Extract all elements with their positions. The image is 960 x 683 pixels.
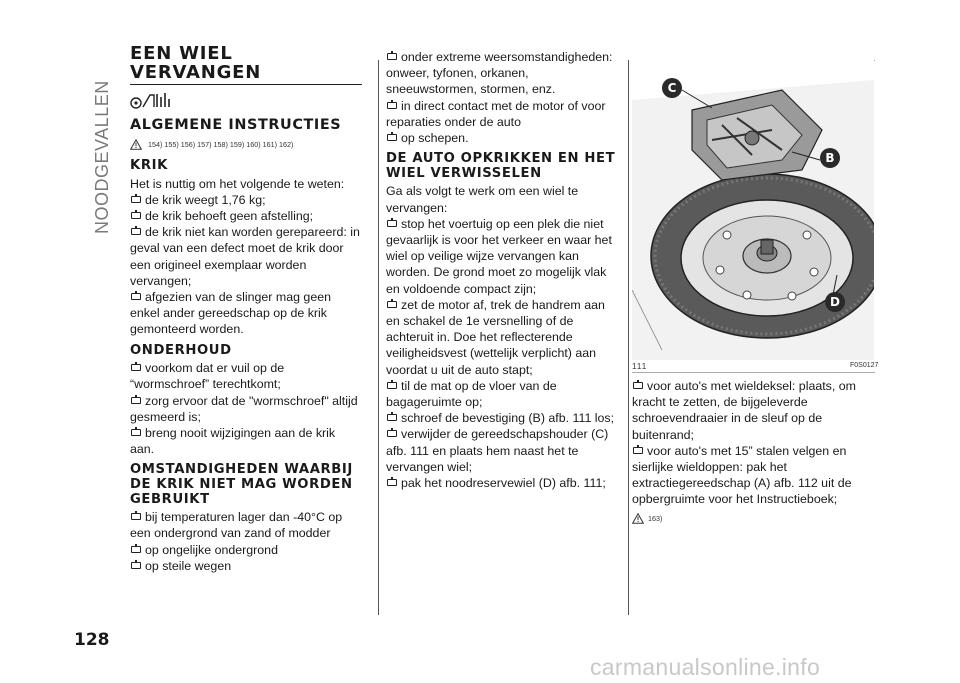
callout-b: B [820,148,840,168]
bullet-icon [131,212,141,219]
column-divider [628,60,629,615]
bullet-icon [633,447,643,454]
section-title: ALGEMENE INSTRUCTIES [130,117,342,134]
list-item: op schepen. [386,130,622,146]
bullet-icon [131,196,141,203]
bullet-icon [131,364,141,371]
list-item: op ongelijke ondergrond [130,542,362,558]
column-1 [130,44,362,574]
list-item: pak het noodreservewiel (D) afb. 111; [386,475,622,491]
figure-code: F0S0127 [850,362,879,369]
column-divider [378,60,379,615]
list-item: op steile wegen [130,558,362,574]
onderhoud-heading: ONDERHOUD [130,342,232,358]
bullet-icon [131,397,141,404]
bullet-icon [387,414,397,421]
title-rule [130,84,362,85]
bullet-icon [131,562,141,569]
warning-refs-text: 154) 155) 156) 157) 158) 159) 160) 161) 162) [148,139,294,149]
footnote-warning [632,511,878,527]
list-item: afgezien van de slinger mag geen enkel ander gereedschap op de krik gemonteerd worden. [130,289,331,337]
list-item: de krik niet kan worden gerepareerd: in geval van een defect moet de krik door een origineel exemplaar worden vervangen; [130,225,360,288]
list-item: voor auto's met 15” stalen velgen en sierlijke wieldoppen: pak het extractiegereedschap (A) afb. 112 uit de opbergruimte voor het Instructieboek; [632,443,852,507]
list-item: zorg ervoor dat de "wormschroef" altijd gesmeerd is; [130,393,358,424]
krik-intro: Het is nuttig om het volgende te weten: [130,176,345,191]
list-item: schroef de bevestiging (B) afb. 111 los; [386,410,622,426]
bullet-icon [387,479,397,486]
callout-c: C [662,78,682,98]
list-item: breng nooit wijzigingen aan de krik aan. [130,425,336,457]
bullet-icon [131,293,141,300]
bullet-icon [387,430,397,437]
bullet-icon [633,382,643,389]
bullet-icon [131,228,141,235]
warning-triangle-icon [632,513,644,524]
opkrikken-heading: DE AUTO OPKRIKKEN EN HET WIEL VERWISSELEN [386,151,616,181]
wheel-change-icon [130,91,362,113]
bullet-icon [131,429,141,436]
list-item: onder extreme weersomstandigheden: onweer, tyfonen, orkanen, sneeuwstormen, stormen, enz. [386,50,613,97]
bullet-icon [387,301,397,308]
figure-bottom-rule [632,372,875,373]
footnote-ref: 163) [648,513,663,523]
watermark: carmanualsonline.info [590,654,821,680]
figure-number: 111 [632,362,648,371]
list-item: zet de motor af, trek de handrem aan en schakel de 1e versnelling of de achteruit in. Doe het reflecterende veiligheidsvest (wettelijk verplicht) aan voordat u uit de auto stapt; [386,297,605,377]
bullet-icon [387,134,397,141]
bullet-icon [387,220,397,227]
warning-refs [130,137,362,153]
omstandigheden-heading: OMSTANDIGHEDEN WAARBIJ DE KRIK NIET MAG WORDEN GEBRUIKT [130,462,353,507]
list-item: verwijder de gereedschapshouder (C) afb. 111 en plaats hem naast het te vervangen wiel; [386,427,609,474]
bullet-icon [131,513,141,520]
bullet-icon [387,53,397,60]
bullet-icon [131,546,141,553]
list-item: voor auto's met wieldeksel: plaats, om kracht te zetten, de bijgeleverde schroevendraaier in de sleuf op de buitenrand; [632,379,856,442]
opkrikken-intro: Ga als volgt te werk om een wiel te vervangen: [386,184,579,215]
bullet-icon [387,102,397,109]
chapter-title-line1: EEN WIEL [130,43,233,64]
list-item: voorkom dat er vuil op de “wormschroef” terechtkomt; [130,361,285,392]
bullet-icon [387,382,397,389]
spare-wheel-figure [632,60,874,372]
list-item: de krik weegt 1,76 kg; [130,192,362,208]
list-item: bij temperaturen lager dan -40°C op een ondergrond van zand of modder [130,510,343,541]
list-item: til de mat op de vloer van de bagageruimte op; [386,378,557,410]
chapter-title-line2: VERVANGEN [130,62,262,83]
krik-heading: KRIK [130,157,168,173]
column-2 [386,49,622,491]
list-item: stop het voertuig op een plek die niet gevaarlijk is voor het verkeer en waar het wiel op veilige wijze vervangen kan worden. De grond moet zo mogelijk vlak en voldoende compact zijn; [386,216,612,296]
callout-d: D [825,292,845,312]
page-number: 128 [74,630,110,650]
side-tab-label: NOODGEVALLEN [92,80,112,234]
warning-triangle-icon [130,139,142,150]
column-3 [632,378,878,527]
list-item: in direct contact met de motor of voor reparaties onder de auto [386,98,606,129]
list-item: de krik behoeft geen afstelling; [130,208,362,224]
